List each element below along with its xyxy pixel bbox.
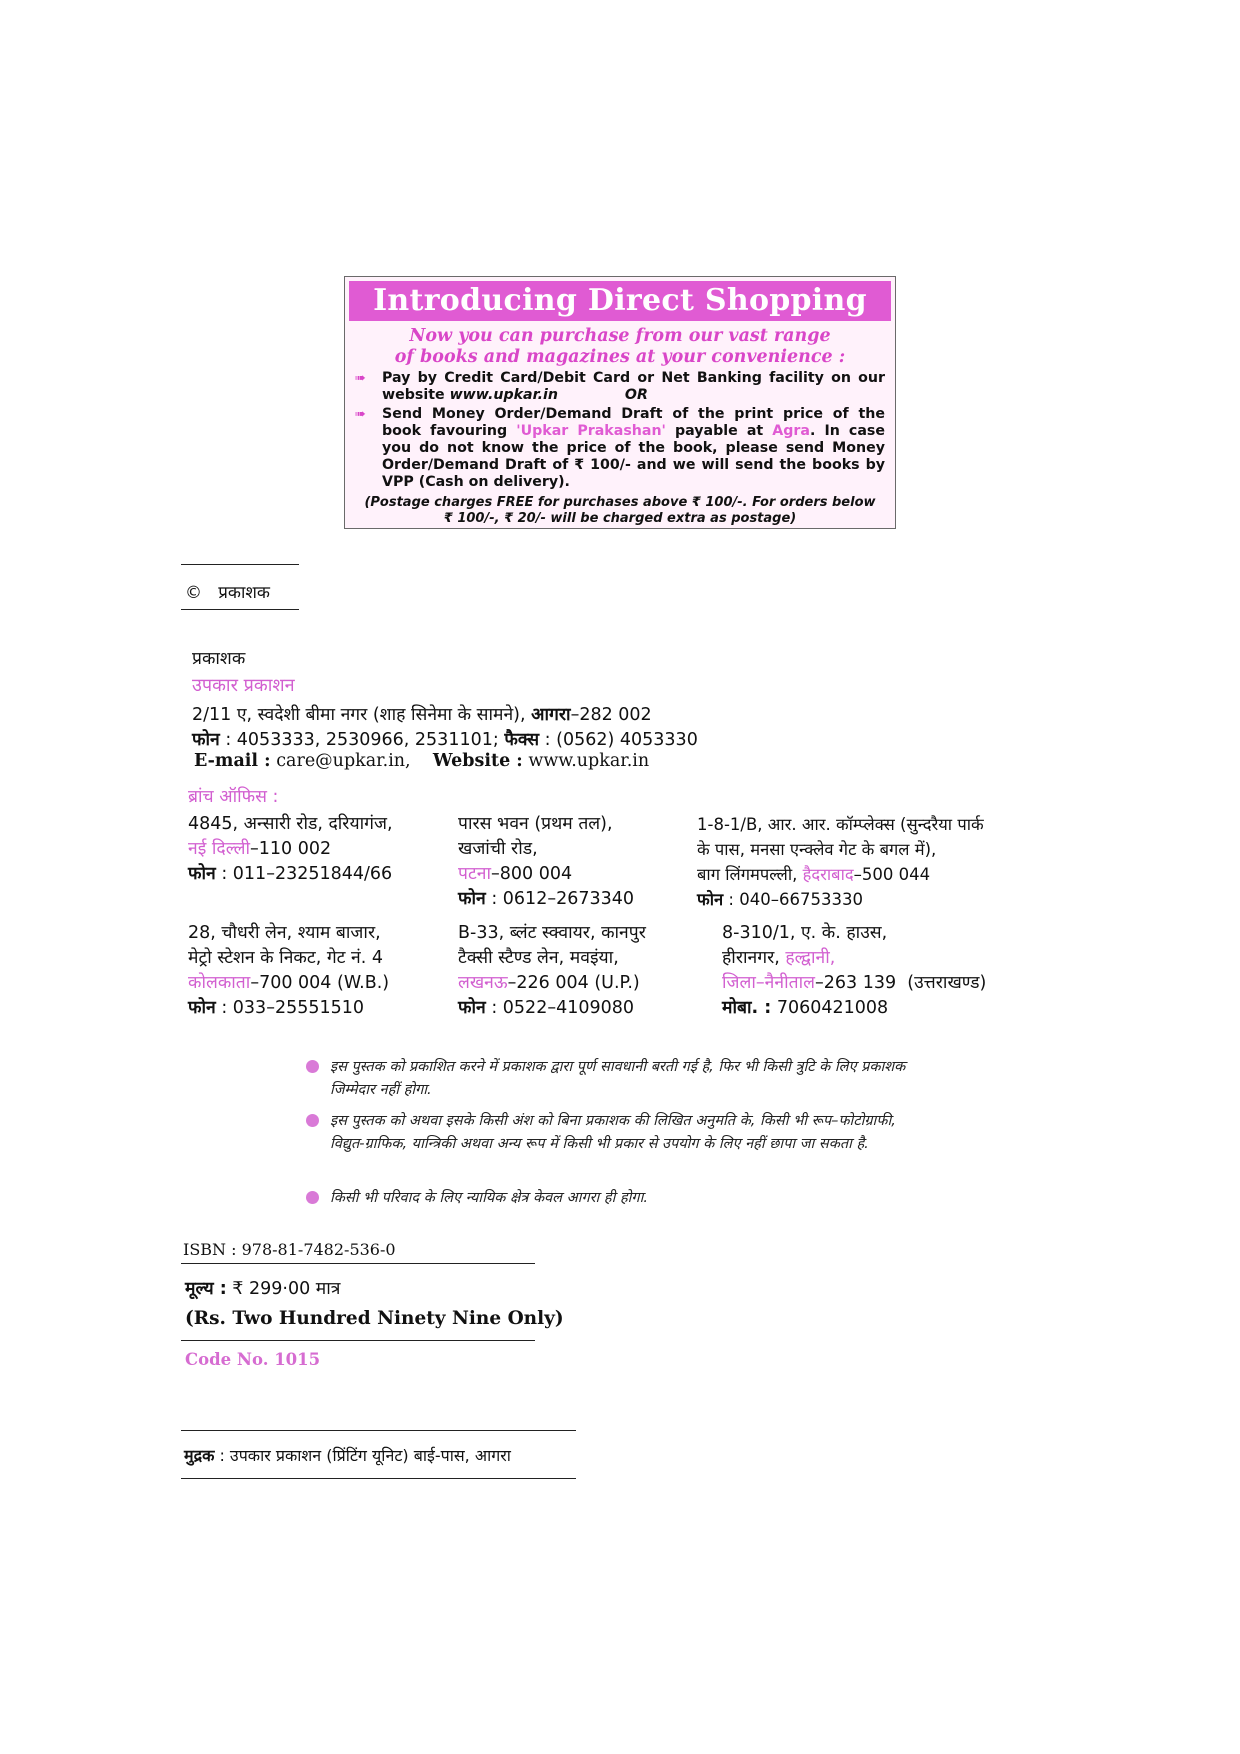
copyright-line [185,580,270,603]
branch-pin: –226 004 (U.P.) [507,973,640,993]
note-text: किसी भी परिवाद के लिए न्यायिक क्षेत्र केवल आगरा ही होगा. [330,1190,648,1206]
ad-postage-note [345,495,895,527]
email-value[interactable]: care@upkar.in, [276,751,411,771]
printer-label: मुद्रक [184,1446,215,1465]
copyright-text: प्रकाशक [218,583,270,603]
fax-value: : (0562) 4053330 [544,730,698,750]
branch-state: (उत्तराखण्ड) [907,973,987,993]
branch-phone-label: फोन [458,889,486,909]
isbn: ISBN : 978-81-7482-536-0 [183,1240,396,1259]
ad-or-label: OR [624,387,648,403]
branch-pin: –800 004 [491,864,573,884]
printer-bottom-rule [181,1478,576,1479]
price-in-words: (Rs. Two Hundred Ninety Nine Only) [185,1308,564,1329]
branch-patna [458,812,634,912]
publisher-address [192,702,652,726]
branch-line: 1-8-1/B, आर. आर. कॉम्प्लेक्स (सुन्दरैया पार्क [697,815,984,834]
branch-phone: : 0612–2673340 [491,889,635,909]
ad-publisher-name: 'Upkar Prakashan' [516,423,666,439]
branch-city: लखनऊ [458,973,508,993]
branch-phone-label: फोन [697,890,724,909]
ad-item-payment-online [345,370,895,404]
branch-line: 28, चौधरी लेन, श्याम बाजार, [188,923,381,943]
branch-line: 4845, अन्सारी रोड, दरियागंज, [188,814,393,834]
ad-website-link[interactable]: www.upkar.in [449,387,558,403]
publisher-label: प्रकाशक [192,649,246,669]
ad-item2-payable: payable at [674,423,764,439]
branch-delhi [188,812,393,887]
website-value[interactable]: www.upkar.in [528,751,650,771]
price-value: ₹ 299·00 मात्र [232,1279,341,1299]
website-label: Website : [432,751,523,771]
branch-phone: : 033–25551510 [221,998,365,1018]
branch-pin: –110 002 [249,839,332,859]
branch-line: मेट्रो स्टेशन के निकट, गेट नं. 4 [188,948,384,968]
publisher-name: उपकार प्रकाशन [192,675,295,696]
branch-phone: : 040–66753330 [728,890,863,909]
ad-item1-text: Pay by Credit Card/Debit Card or Net Banking facility on our website [382,370,885,403]
branch-phone-label: फोन [188,864,216,884]
publisher-contact [194,751,649,771]
branch-phone: 7060421008 [776,998,889,1018]
ad-note-line1: (Postage charges FREE for purchases above ₹ 100/-. For orders below [364,495,876,510]
price-label: मूल्य : [185,1279,227,1299]
arrow-right-icon: ➠ [355,371,366,386]
price-line [185,1276,340,1300]
copyright-symbol: © [185,583,202,603]
branch-haldwani [722,921,986,1021]
ad-note-line2: ₹ 100/-, ₹ 20/- will be charged extra as postage) [443,511,797,526]
bullet-dot-icon [306,1114,319,1127]
branch-phone-label: फोन [188,998,216,1018]
ad-item2-text: Send Money Order/Demand Draft of the print price of the book favouring [382,406,885,439]
publisher-city: आगरा [531,705,571,725]
printer-top-rule [181,1430,576,1431]
arrow-right-icon: ➠ [355,407,366,422]
branch-line: टैक्सी स्टैण्ड लेन, मवइंया, [458,948,619,968]
ad-item2-rest: . In case you do not know the price of the book, please send Money Order/Demand Draft of ₹ 100/- and we will send the books by VPP (Cash on delivery). [382,423,885,490]
branch-district: जिला–नैनीताल [722,973,815,993]
bullet-dot-icon [306,1191,319,1204]
code-number: Code No. 1015 [185,1350,321,1369]
branch-phone: : 0522–4109080 [491,998,635,1018]
branch-line: B-33, ब्लंट स्क्वायर, कानपुर [458,923,646,943]
ad-subtitle-line1: Now you can purchase from our vast range [409,326,831,346]
branch-pin: –700 004 (W.B.) [250,973,390,993]
branch-line: खजांची रोड, [458,839,538,859]
email-label: E-mail : [194,751,271,771]
price-rule [181,1340,535,1341]
fax-label: फैक्स [504,730,540,750]
branch-city: हल्द्वानी, [785,948,836,968]
note-item [330,1187,910,1210]
note-text: इस पुस्तक को प्रकाशित करने में प्रकाशक द्वारा पूर्ण सावधानी बरती गई है, फिर भी किसी त्रुटि के लिए प्रकाशक जिम्मेदार नहीं होगा. [330,1059,906,1098]
ad-title: Introducing Direct Shopping [349,281,891,321]
bullet-dot-icon [306,1060,319,1073]
branch-city: हैदराबाद [802,865,854,884]
branch-city: पटना [458,864,492,884]
phone-label: फोन [192,730,220,750]
branch-city: कोलकाता [188,973,251,993]
publisher-address-text: 2/11 ए, स्वदेशी बीमा नगर (शाह सिनेमा के सामने), [192,705,526,725]
branch-city: नई दिल्ली [188,839,250,859]
branch-line: बाग लिंगमपल्ली, [697,865,798,884]
isbn-rule [181,1263,535,1264]
note-item [330,1056,910,1102]
printer-line [184,1444,511,1466]
branch-line: पारस भवन (प्रथम तल), [458,814,613,834]
note-text: इस पुस्तक को अथवा इसके किसी अंश को बिना प्रकाशक की लिखित अनुमति के, किसी भी रूप–फोटोग्राफी, विद्युत-ग्राफिक, यान्त्रिकी अथवा अन्य रूप में किसी भी प्रकार से उपयोग के लिए नहीं छापा जा सकता है. [330,1113,896,1152]
branch-kolkata [188,921,389,1021]
note-item [330,1110,910,1156]
copyright-bottom-rule [181,609,299,610]
branch-heading: ब्रांच ऑफिस : [188,787,279,807]
ad-item-money-order [345,406,895,491]
publisher-pin: –282 002 [570,705,652,725]
branch-phone-label: मोबा. : [722,998,772,1018]
printer-value: : उपकार प्रकाशन (प्रिंटिंग यूनिट) बाई-पास, आगरा [219,1446,511,1465]
branch-pin: –263 139 [815,973,897,993]
branch-line: के पास, मनसा एन्क्लेव गेट के बगल में), [697,840,937,859]
ad-city: Agra [772,423,810,439]
branch-phone: : 011–23251844/66 [221,864,393,884]
direct-shopping-ad [344,276,896,529]
branch-phone-label: फोन [458,998,486,1018]
ad-subtitle-line2: of books and magazines at your convenience : [394,347,846,367]
phone-value: : 4053333, 2530966, 2531101; [225,730,499,750]
branch-line: 8-310/1, ए. के. हाउस, [722,923,888,943]
branch-pin: –500 044 [853,865,931,884]
branch-hyderabad [697,812,984,912]
publisher-phone-fax [192,727,698,751]
branch-line: हीरानगर, [722,948,780,968]
branch-lucknow [458,921,646,1021]
copyright-top-rule [181,564,299,565]
